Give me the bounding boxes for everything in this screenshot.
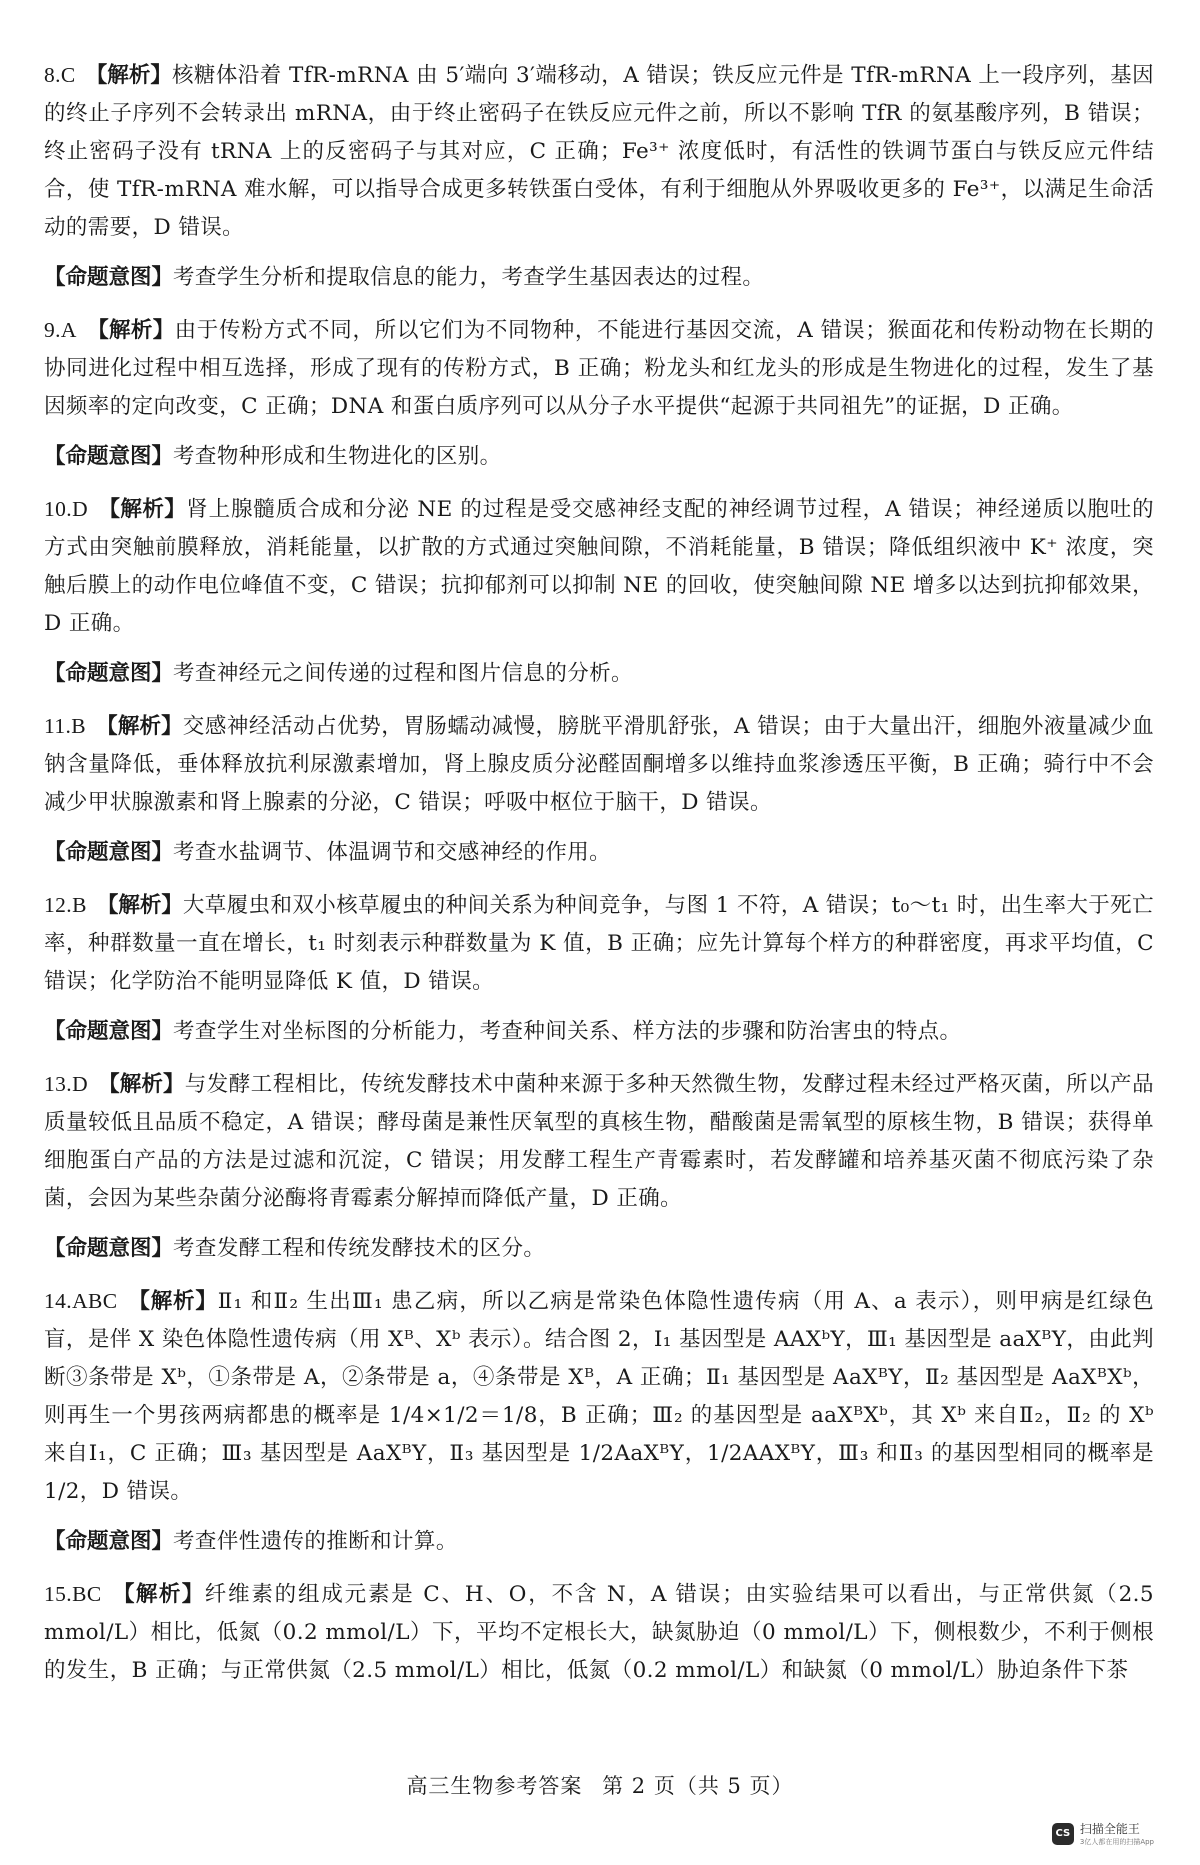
question-13-intent bbox=[44, 1230, 1154, 1268]
analysis-text: 大草履虫和双小核草履虫的种间关系为种间竞争，与图 1 不符，A 错误；t₀～t₁ 时，出生率大于死亡率，种群数量一直在增长，t₁ 时刻表示种群数量为 K 值，B 正确；应先计算每个样方的种群密度，再求平均值，C 错误；化学防治不能明显降低 K 值，D 错误。 bbox=[44, 893, 1154, 994]
intent-tag: 【命题意图】 bbox=[44, 840, 174, 865]
question-10-intent bbox=[44, 655, 1154, 693]
question-13 bbox=[44, 1065, 1154, 1268]
question-11 bbox=[44, 707, 1154, 872]
intent-tag: 【命题意图】 bbox=[44, 661, 174, 686]
scanner-name: 扫描全能王 bbox=[1079, 1822, 1140, 1836]
page-footer bbox=[0, 1770, 1200, 1800]
intent-text: 考查伴性遗传的推断和计算。 bbox=[173, 1529, 458, 1554]
intent-text: 考查水盐调节、体温调节和交感神经的作用。 bbox=[173, 840, 612, 865]
question-11-intent bbox=[44, 834, 1154, 872]
question-11-analysis bbox=[44, 707, 1154, 822]
question-number: 13.D bbox=[44, 1072, 89, 1096]
intent-text: 考查物种形成和生物进化的区别。 bbox=[173, 444, 502, 469]
intent-tag: 【命题意图】 bbox=[44, 1529, 174, 1554]
analysis-text: 核糖体沿着 TfR-mRNA 由 5′端向 3′端移动，A 错误；铁反应元件是 TfR-mRNA 上一段序列，基因的终止子序列不会转录出 mRNA，由于终止密码子在铁反应元件之前，所以不影响 TfR 的氨基酸序列，B 错误；终止密码子没有 tRNA 上的反密码子与其对应，C 正确；Fe³⁺ 浓度低时，有活性的铁调节蛋白与铁反应元件结合，使 TfR-mRNA 难水解，可以指导合成更多转铁蛋白受体，有利于细胞从外界吸收更多的 Fe³⁺，以满足生命活动的需要，D 错误。 bbox=[44, 63, 1154, 240]
intent-tag: 【命题意图】 bbox=[44, 444, 174, 469]
question-10 bbox=[44, 490, 1154, 693]
question-12 bbox=[44, 886, 1154, 1051]
scanner-watermark bbox=[1052, 1820, 1154, 1847]
analysis-tag: 【解析】 bbox=[98, 1072, 185, 1097]
scanner-text bbox=[1080, 1820, 1154, 1847]
question-14-analysis bbox=[44, 1282, 1154, 1511]
analysis-text: 由于传粉方式不同，所以它们为不同物种，不能进行基因交流，A 错误；猴面花和传粉动物在长期的协同进化过程中相互选择，形成了现有的传粉方式，B 正确；粉龙头和红龙头的形成是生物进化的过程，发生了基因频率的定向改变，C 正确；DNA 和蛋白质序列可以从分子水平提供“起源于共同祖先”的证据，D 正确。 bbox=[44, 318, 1154, 419]
analysis-text: 肾上腺髓质合成和分泌 NE 的过程是受交感神经支配的神经调节过程，A 错误；神经递质以胞吐的方式由突触前膜释放，消耗能量，以扩散的方式通过突触间隙，不消耗能量，B 错误；降低组织液中 K⁺ 浓度，突触后膜上的动作电位峰值不变，C 错误；抗抑郁剂可以抑制 NE 的回收，使突触间隙 NE 增多以达到抗抑郁效果，D 正确。 bbox=[44, 497, 1154, 636]
question-15-analysis bbox=[44, 1575, 1154, 1690]
intent-text: 考查发酵工程和传统发酵技术的区分。 bbox=[173, 1236, 546, 1261]
analysis-tag: 【解析】 bbox=[96, 714, 183, 739]
analysis-tag: 【解析】 bbox=[86, 318, 175, 343]
answer-page bbox=[44, 56, 1154, 1702]
question-12-analysis bbox=[44, 886, 1154, 1001]
question-9-intent bbox=[44, 438, 1154, 476]
question-13-analysis bbox=[44, 1065, 1154, 1218]
question-12-intent bbox=[44, 1013, 1154, 1051]
intent-tag: 【命题意图】 bbox=[44, 1019, 174, 1044]
analysis-text: 与发酵工程相比，传统发酵技术中菌种来源于多种天然微生物，发酵过程未经过严格灭菌，所以产品质量较低且品质不稳定，A 错误；酵母菌是兼性厌氧型的真核生物，醋酸菌是需氧型的原核生物，B 错误；获得单细胞蛋白产品的方法是过滤和沉淀，C 错误；用发酵工程生产青霉素时，若发酵罐和培养基灭菌不彻底污染了杂菌，会因为某些杂菌分泌酶将青霉素分解掉而降低产量，D 正确。 bbox=[44, 1072, 1154, 1211]
question-number: 10.D bbox=[44, 497, 89, 521]
question-14-intent bbox=[44, 1523, 1154, 1561]
analysis-tag: 【解析】 bbox=[96, 893, 183, 918]
analysis-text: 纤维素的组成元素是 C、H、O，不含 N，A 错误；由实验结果可以看出，与正常供氮（2.5 mmol/L）相比，低氮（0.2 mmol/L）下，平均不定根长大，缺氮胁迫（0 mmol/L）下，侧根数少，不利于侧根的发生，B 正确；与正常供氮（2.5 mmol/L）相比，低氮（0.2 mmol/L）和缺氮（0 mmol/L）胁迫条件下茶 bbox=[44, 1582, 1154, 1683]
question-number: 8.C bbox=[44, 63, 76, 87]
analysis-text: Ⅱ₁ 和Ⅱ₂ 生出Ⅲ₁ 患乙病，所以乙病是常染色体隐性遗传病（用 A、a 表示），则甲病是红绿色盲，是伴 X 染色体隐性遗传病（用 Xᴮ、Xᵇ 表示）。结合图 2，Ⅰ₁ 基因型是 AAXᵇY，Ⅲ₁ 基因型是 aaXᴮY，由此判断③条带是 Xᵇ，①条带是 A，②条带是 a，④条带是 Xᴮ，A 正确；Ⅱ₁ 基因型是 AaXᴮY，Ⅱ₂ 基因型是 AaXᴮXᵇ，则再生一个男孩两病都患的概率是 1/4×1/2＝1/8，B 正确；Ⅲ₂ 的基因型是 aaXᴮXᵇ，其 Xᵇ 来自Ⅱ₂，Ⅱ₂ 的 Xᵇ 来自Ⅰ₁，C 正确；Ⅲ₃ 基因型是 AaXᴮY，Ⅱ₃ 基因型是 1/2AaXᴮY，1/2AAXᴮY，Ⅲ₃ 和Ⅱ₃ 的基因型相同的概率是 1/2，D 错误。 bbox=[44, 1289, 1154, 1504]
intent-tag: 【命题意图】 bbox=[44, 265, 174, 290]
analysis-tag: 【解析】 bbox=[111, 1582, 205, 1607]
question-number: 9.A bbox=[44, 318, 77, 342]
intent-tag: 【命题意图】 bbox=[44, 1236, 174, 1261]
question-9-analysis bbox=[44, 311, 1154, 426]
analysis-text: 交感神经活动占优势，胃肠蠕动减慢，膀胱平滑肌舒张，A 错误；由于大量出汗，细胞外液量减少血钠含量降低，垂体释放抗利尿激素增加，肾上腺皮质分泌醛固酮增多以维持血浆渗透压平衡，B 正确；骑行中不会减少甲状腺激素和肾上腺素的分泌，C 错误；呼吸中枢位于脑干，D 错误。 bbox=[44, 714, 1154, 815]
analysis-tag: 【解析】 bbox=[98, 497, 187, 522]
question-10-analysis bbox=[44, 490, 1154, 643]
question-number: 11.B bbox=[44, 714, 87, 738]
scanner-subtitle: 3亿人都在用的扫描App bbox=[1079, 1838, 1154, 1846]
intent-text: 考查神经元之间传递的过程和图片信息的分析。 bbox=[173, 661, 633, 686]
question-9 bbox=[44, 311, 1154, 476]
question-number: 15.BC bbox=[44, 1582, 102, 1606]
question-8-analysis bbox=[44, 56, 1154, 247]
question-8-intent bbox=[44, 259, 1154, 297]
footer-title: 高三生物参考答案 bbox=[406, 1774, 583, 1798]
camscanner-icon: CS bbox=[1052, 1823, 1074, 1845]
question-8 bbox=[44, 56, 1154, 297]
question-15 bbox=[44, 1575, 1154, 1690]
question-14 bbox=[44, 1282, 1154, 1561]
question-number: 14.ABC bbox=[44, 1289, 118, 1313]
question-number: 12.B bbox=[44, 893, 87, 917]
intent-text: 考查学生分析和提取信息的能力，考查学生基因表达的过程。 bbox=[173, 265, 765, 290]
analysis-tag: 【解析】 bbox=[85, 63, 172, 88]
intent-text: 考查学生对坐标图的分析能力，考查种间关系、样方法的步骤和防治害虫的特点。 bbox=[173, 1019, 962, 1044]
analysis-tag: 【解析】 bbox=[127, 1289, 218, 1314]
footer-page-number: 第 2 页（共 5 页） bbox=[602, 1774, 794, 1798]
